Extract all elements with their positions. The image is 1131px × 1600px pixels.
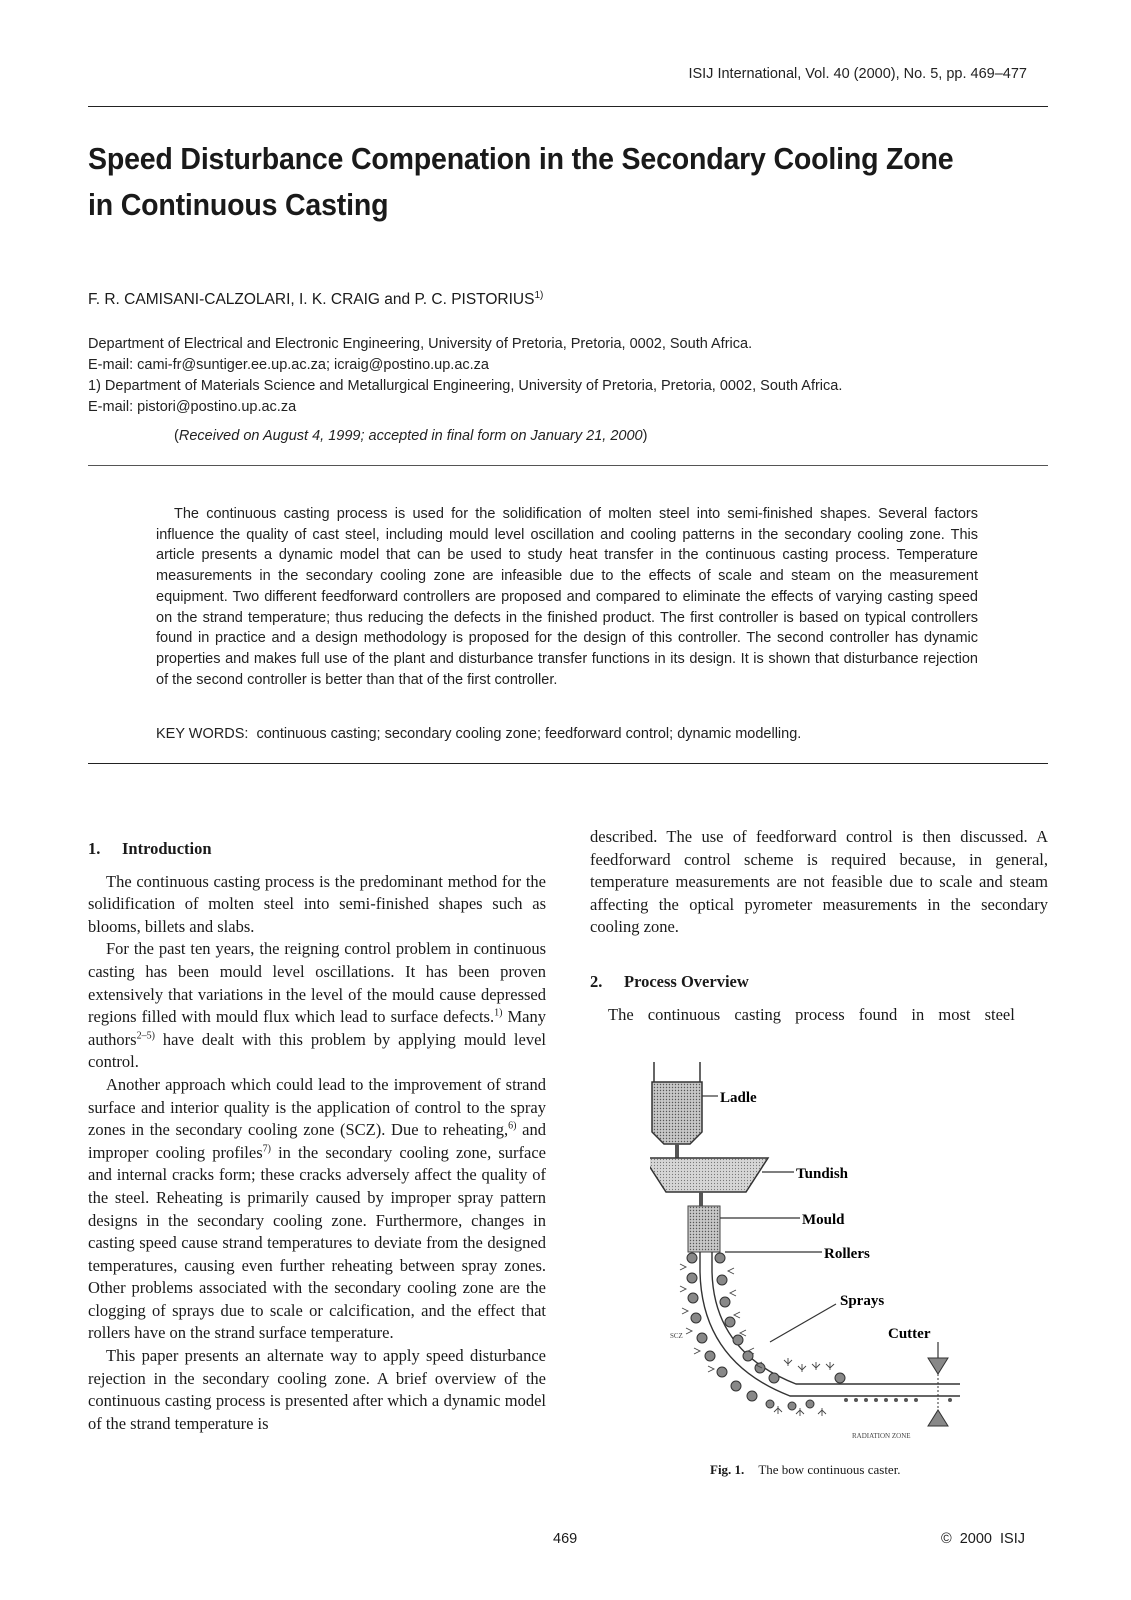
paragraph: described. The use of feedforward control is then discussed. A feedforward control scheme is required because, in general, temperature measurements are not feasible due to scale and steam affecting the optical pyrometer measurements in the secondary cooling zone. bbox=[590, 827, 1048, 937]
ladle-icon bbox=[652, 1062, 702, 1170]
section-heading-process-overview bbox=[590, 971, 1048, 994]
header-rule bbox=[88, 106, 1048, 107]
received-close-paren: ) bbox=[642, 428, 648, 444]
keywords bbox=[156, 726, 801, 742]
fig-label-ladle: Ladle bbox=[720, 1090, 757, 1106]
citation-ref: 2–5) bbox=[136, 1030, 155, 1042]
section-heading-introduction bbox=[88, 838, 546, 861]
keywords-text: continuous casting; secondary cooling zone; feedforward control; dynamic modelling. bbox=[256, 726, 802, 742]
abstract-top-rule bbox=[88, 465, 1048, 466]
figure-caption bbox=[710, 1462, 901, 1478]
title-line-1: Speed Disturbance Compenation in the Secondary Cooling Zone bbox=[88, 141, 954, 176]
received-dates bbox=[174, 428, 647, 444]
title-line-2: in Continuous Casting bbox=[88, 187, 389, 222]
fig-label-sprays: Sprays bbox=[840, 1293, 885, 1309]
received-open-paren: ( bbox=[174, 428, 179, 444]
figure-bow-caster bbox=[650, 1062, 1000, 1448]
journal-citation: ISIJ International, Vol. 40 (2000), No. 5, pp. 469–477 bbox=[688, 66, 1027, 82]
section-title: Introduction bbox=[122, 839, 212, 858]
fig-label-mould: Mould bbox=[802, 1212, 845, 1228]
figure-caption-label: Fig. 1. bbox=[710, 1462, 745, 1477]
section-title: Process Overview bbox=[624, 971, 749, 991]
left-column bbox=[88, 838, 546, 1435]
paragraph: For the past ten years, the reigning control problem in continuous casting has been mould level oscillations. It has been proven extensively that variations in the level of the mould cause depressed regions filled with mould flux which lead to surface defects.$^{1)}$ Many authors$^{2-5)}$ have dealt with this problem by applying mould level control. bbox=[88, 939, 547, 1072]
fig-label-scz: SCZ bbox=[670, 1332, 683, 1340]
affiliation-line: 1) Department of Materials Science and Metallurgical Engineering, University of Pretoria, Pretoria, 0002, South Africa. bbox=[88, 378, 843, 394]
affiliation-email: E-mail: cami-fr@suntiger.ee.up.ac.za; icraig@postino.up.ac.za bbox=[88, 357, 489, 373]
paper-title bbox=[88, 136, 971, 228]
strand-outer-edge bbox=[712, 1252, 960, 1384]
citation-ref: 1) bbox=[494, 1007, 503, 1019]
author-affiliation-marker: 1) bbox=[534, 290, 544, 301]
affiliation-line: Department of Electrical and Electronic Engineering, University of Pretoria, Pretoria, 0002, South Africa. bbox=[88, 336, 753, 352]
paragraph: Another approach which could lead to the improvement of strand surface and interior quality is the application of control to the spray zones in the secondary cooling zone (SCZ). Due to reheating,$^{6)}$ and improper cooling profiles$^{7)}$ in the secondary cooling zone, surface and internal cracks form; these cracks adversely affect the quality of the steel. Reheating is primarily caused by improper spray pattern designs in the secondary cooling zone. Furthermore, changes in casting speed cause strand temperatures to deviate from the designed temperatures, causing even further reheating between spray zones. Other problems associated with the secondary cooling zone are the clogging of sprays due to scale or calcification, and the effect that rollers have on the strand surface temperature. bbox=[88, 1074, 546, 1343]
fig-label-radiation-zone: RADIATION ZONE bbox=[852, 1432, 911, 1440]
fig-label-cutter: Cutter bbox=[888, 1326, 931, 1342]
abstract: The continuous casting process is used for the solidification of molten steel into semi-finished shapes. Several factors influence the quality of cast steel, including mould level oscillation and cooling patterns in the secondary cooling zone. This article presents a dynamic model that can be used to study heat transfer in the continuous casting process. Temperature measurements in the secondary cooling zone are infeasible due to the effects of scale and steam on the measurement equipment. Two different feedforward controllers are proposed and compared to eliminate the effects of varying casting speed on the strand temperature; thus reducing the defects in the finished product. The first controller is based on typical controllers found in practice and a design methodology is proposed for the design of this controller. The second controller has dynamic properties and makes full use of the plant and disturbance transfer functions in its design. It is shown that disturbance rejection of the second controller is better than that of the first controller. bbox=[156, 506, 978, 688]
rollers-group bbox=[687, 1253, 845, 1410]
affiliations bbox=[88, 334, 842, 418]
author-list bbox=[88, 290, 543, 309]
abstract-bottom-rule bbox=[88, 763, 1048, 764]
fig-label-rollers: Rollers bbox=[824, 1246, 870, 1262]
cutter-icon bbox=[928, 1358, 948, 1426]
radiation-zone-rollers bbox=[844, 1398, 952, 1402]
citation-ref: 6) bbox=[508, 1120, 517, 1132]
author-names: F. R. CAMISANI-CALZOLARI, I. K. CRAIG and P. C. PISTORIUS bbox=[88, 291, 535, 309]
paragraph: The continuous casting process found in most steel bbox=[608, 1004, 1015, 1024]
keywords-label: KEY WORDS: bbox=[156, 726, 249, 742]
strand-inner-edge bbox=[700, 1252, 960, 1396]
fig-label-tundish: Tundish bbox=[796, 1166, 849, 1182]
section-number: 2. bbox=[590, 971, 603, 991]
citation-ref: 7) bbox=[262, 1143, 271, 1155]
page-number: 469 bbox=[553, 1531, 578, 1547]
section-number: 1. bbox=[88, 839, 101, 858]
affiliation-email: E-mail: pistori@postino.up.ac.za bbox=[88, 399, 297, 415]
paragraph: The continuous casting process is the predominant method for the solidification of molten steel into semi-finished shapes such as blooms, billets and slabs. bbox=[88, 871, 546, 936]
copyright: © 2000 ISIJ bbox=[941, 1531, 1025, 1547]
paragraph: This paper presents an alternate way to apply speed disturbance rejection in the secondary cooling zone. A brief overview of the continuous casting process is presented after which a dynamic model of the strand temperature is bbox=[88, 1346, 546, 1433]
right-column bbox=[590, 826, 1048, 1026]
figure-caption-text: The bow continuous caster. bbox=[758, 1462, 901, 1477]
received-text: Received on August 4, 1999; accepted in final form on January 21, 2000 bbox=[178, 428, 643, 444]
mould-icon bbox=[688, 1206, 720, 1252]
tundish-icon bbox=[650, 1158, 768, 1206]
